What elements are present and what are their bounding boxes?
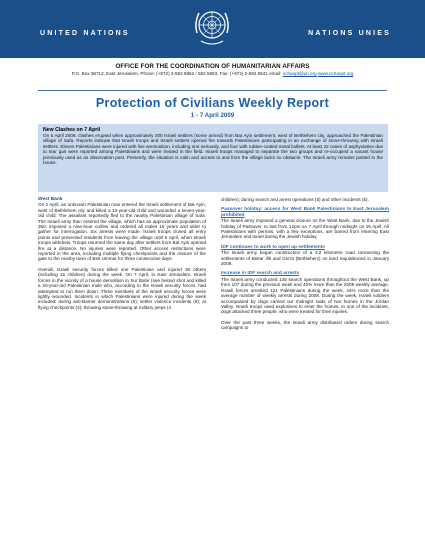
- email-label: email:: [269, 71, 283, 76]
- highlight-title: New Clashes on 7 April: [43, 127, 101, 133]
- paragraph: On 2 April, an unknown Palestinian man entered the Israeli settlement of Bat Ayin, west of Bethlehem city and killed a 13-year-old child and wounded a seven-year-old child. The assailant reportedly fled to the nearby Palestinian village of Safa. The Israeli army then entered the village, which has an approximate population of 350, imposed a nine-hour curfew and ordered all males 16 years and older to gather for interrogation. Six arrests were made. Israeli troops closed all entry points and prevented residents from leaving the village until 5 April, when Israeli troops withdrew. Troops returned the same day after settlers from Bat Ayin opened fire at a distance. No injuries were reported. Other access restrictions were reported in the area, including multiple flying checkpoints and the closure of the gate to the nearby town of Beit Ummar for three consecutive days.: [38, 202, 206, 262]
- highlight-box: [38, 124, 388, 192]
- paragraph: Over the past three weeks, the Israeli army distributed orders during search campaigns to: [221, 319, 389, 331]
- report-dates: 1 - 7 April 2009: [190, 112, 235, 119]
- un-emblem-icon: [189, 3, 235, 49]
- left-column: [38, 197, 206, 547]
- section-head-west-bank: West Bank: [38, 197, 63, 202]
- paragraph: Overall, Israeli security forces killed one Palestinian and injured 36 others (including 15 children) during the week. On 7 April, in East Jerusalem, Israeli forces in the vicinity of a house demolition in Sur Bahir (see below) shot and killed a 20-year-old Palestinian male who, according to the Israeli security forces, had attempted to run them down. Three members of the Israeli security forces were lightly wounded. Incidents in which Palestinians were injured during the week included: during anti-Barrier demonstrations (6); settler violence incidents (8); at flying checkpoints (4); throwing stone-throwing at military jeeps (4: [38, 266, 206, 310]
- email-link[interactable]: ochaopt@un.org: [282, 71, 317, 76]
- paragraph: The Israeli army began construction of a 2.2 kilometre road connecting the settlements of Beitar Illit and Giv'ot (Bethlehem) on land requisitioned in January 2009.: [221, 250, 389, 267]
- section-head-passover: Passover holiday: access for West Bank Palestinians to East Jerusalem prohibited: [221, 207, 389, 218]
- header-divider: [38, 90, 387, 91]
- section-head-settlements: IDF continues to work to open up settlements: [221, 244, 325, 250]
- paragraph: children); during search and arrest operations (5) and other incidents (5).: [221, 197, 369, 202]
- paragraph: The Israeli army imposed a general closure on the West Bank, due to the Jewish holiday of Passover, to last from 12pm on 7 April through midnight on 15 April. All Palestinians with permits, with a few exceptions, are barred from entering East Jerusalem and Israel during the Jewish holiday.: [221, 218, 389, 240]
- banner-united-nations: UNITED NATIONS: [40, 30, 130, 37]
- right-column: [221, 197, 389, 547]
- website-link[interactable]: www.ochaopt.org: [317, 71, 354, 76]
- banner-nations-unies: NATIONS UNIES: [308, 30, 391, 37]
- highlight-body: On 5 April 2009, clashes erupted when approximately 200 Israeli settlers (some armed) from Bat Ayin settlement, west of Bethlehem city, approached the Palestinian village of Safa. Reports indicate that Israeli troops and Israeli settlers opened fire towards Palestinians participating in an exchange of stone-throwing with Israeli settlers. Eleven Palestinians were injured with live ammunition, including one seriously, and four with rubber-coated metal bullets. At least 22 cases of asphyxiation due to tear gas were reported among Palestinians and were treated in the field. Israeli troops managed to separate the two groups and re-occupied a vacant house previously used as an observation post. Presently, the situation is calm and access to and from the village lacks no obstacle. The Israeli army remains posted in the house.: [43, 133, 383, 166]
- address-text: P.O. Box 38712, East Jerusalem, Phone: (+972) 2-582 9962 / 582 5853, Fax: (+972) 2-582 5841: [71, 71, 268, 76]
- office-address: [0, 71, 425, 76]
- office-name: OFFICE FOR THE COORDINATION OF HUMANITARIAN AFFAIRS: [115, 63, 310, 70]
- report-title: Protection of Civilians Weekly Report: [95, 96, 330, 110]
- section-head-search-arrests: Increase in IDF search and arrests: [221, 271, 300, 277]
- un-banner: [0, 0, 425, 58]
- paragraph: The Israeli army conducted 145 search operations throughout the West Bank, up from 107 during the previous week and 40% more than the 2009 weekly average. Israeli forces arrested 121 Palestinians during the week, 44% more than the average number of weekly arrests during 2008. During the week, Israeli soldiers accompanied by dogs carried out midnight raids of two homes in the Jordan Valley. Israeli troops used explosives to enter the homes. In one of the incidents, dogs attacked three people, who were treated for their injuries.: [221, 276, 389, 315]
